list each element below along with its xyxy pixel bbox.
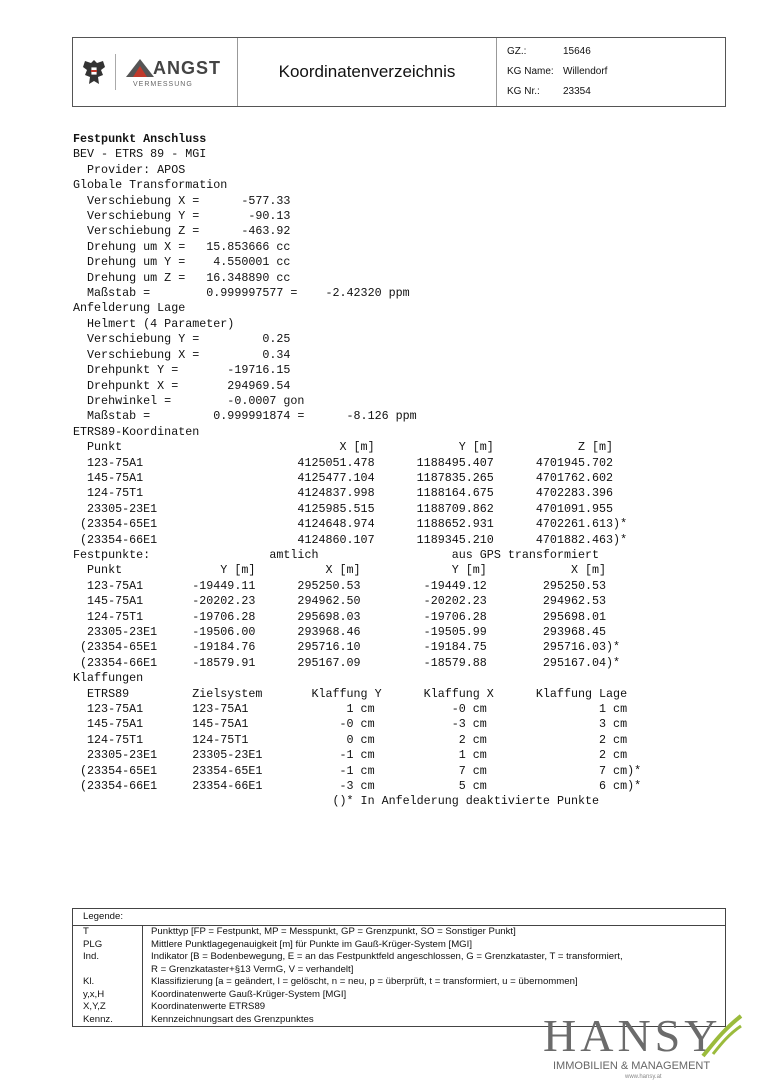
legend-key: Kennz. bbox=[73, 1014, 143, 1027]
austrian-eagle-icon bbox=[81, 57, 107, 87]
report-line: 145-75A1 -20202.23 294962.50 -20202.23 294962.53 bbox=[73, 594, 607, 609]
legend-key: T bbox=[73, 926, 143, 939]
report-line: ETRS89-Koordinaten bbox=[73, 424, 200, 439]
report-line: Anfelderung Lage bbox=[73, 301, 186, 316]
legend-text: R = Grenzkataster+§13 VermG, V = verhandelt] bbox=[151, 963, 354, 975]
report-line: 145-75A1 4125477.104 1187835.265 4701762.602 bbox=[73, 470, 614, 485]
report-line: 124-75T1 124-75T1 0 cm 2 cm 2 cm bbox=[73, 732, 628, 747]
logo-area bbox=[73, 38, 238, 106]
kgname-value: Willendorf bbox=[563, 66, 608, 77]
report-line: Verschiebung Z = -463.92 bbox=[73, 224, 291, 239]
hansy-watermark bbox=[543, 1012, 748, 1080]
legend-row bbox=[73, 964, 725, 977]
kgnr-label: KG Nr.: bbox=[507, 86, 540, 97]
report-line: Verschiebung Y = 0.25 bbox=[73, 332, 291, 347]
report-line: 23305-23E1 -19506.00 293968.46 -19505.99 293968.45 bbox=[73, 625, 607, 639]
report-line: Globale Transformation bbox=[73, 178, 228, 193]
hansy-subtitle: IMMOBILIEN & MANAGEMENT bbox=[553, 1060, 711, 1072]
header-info bbox=[497, 38, 725, 106]
report-line: Drehwinkel = -0.0007 gon bbox=[73, 393, 305, 408]
kgname-row bbox=[507, 62, 725, 82]
legend-key: y,x,H bbox=[73, 989, 143, 1002]
legend-text: Koordinatenwerte ETRS89 bbox=[151, 1001, 266, 1012]
report-line: ETRS89 Zielsystem Klaffung Y Klaffung X Klaffung Lage bbox=[73, 686, 628, 701]
logo-divider bbox=[115, 54, 116, 90]
legend-key: PLG bbox=[73, 939, 143, 952]
report-line: Helmert (4 Parameter) bbox=[73, 316, 235, 331]
report-line: Punkt X [m] Y [m] Z [m] bbox=[73, 440, 614, 455]
hansy-url: www.hansy.at bbox=[625, 1074, 662, 1080]
legend-text: Punkttyp [FP = Festpunkt, MP = Messpunkt, GP = Grenzpunkt, SO = Sonstiger Punkt] bbox=[151, 926, 516, 937]
legend-key bbox=[73, 964, 143, 977]
report-line: ()* In Anfelderung deaktivierte Punkte bbox=[73, 794, 600, 809]
report-line: Klaffungen bbox=[73, 671, 144, 686]
report-line: (23354-65E1 23354-65E1 -1 cm 7 cm 7 cm)* bbox=[73, 763, 642, 778]
legend-text: Indikator [B = Bodenbewegung, E = an das Festpunktfeld angeschlossen, G = Grenzkataster, T = transformiert, bbox=[151, 951, 623, 962]
report-line: Drehung um Y = 4.550001 cc bbox=[73, 255, 291, 270]
kgnr-row bbox=[507, 82, 725, 102]
report-line: Punkt Y [m] X [m] Y [m] X [m] bbox=[73, 563, 607, 578]
report-line: 123-75A1 4125051.478 1188495.407 4701945.702 bbox=[73, 455, 614, 470]
page-title: Koordinatenverzeichnis bbox=[238, 38, 497, 106]
angst-triangle-icon bbox=[125, 58, 155, 78]
legend-row bbox=[73, 926, 725, 939]
report-line: Drehpunkt X = 294969.54 bbox=[73, 378, 291, 393]
legend-row bbox=[73, 989, 725, 1002]
report-line: Verschiebung X = -577.33 bbox=[73, 193, 291, 208]
hansy-wordmark: HANSY bbox=[543, 1010, 722, 1061]
legend-text: Klassifizierung [a = geändert, l = gelöscht, n = neu, p = überprüft, t = transformiert, u = übernommen] bbox=[151, 976, 578, 987]
report-line: (23354-66E1 23354-66E1 -3 cm 5 cm 6 cm)* bbox=[73, 779, 642, 794]
legend-text: Kennzeichnungsart des Grenzpunktes bbox=[151, 1013, 314, 1025]
gz-value: 15646 bbox=[563, 46, 591, 57]
legend-key: X,Y,Z bbox=[73, 1001, 143, 1014]
report-line: (23354-66E1 4124860.107 1189345.210 4701882.463)* bbox=[73, 532, 628, 547]
report-line: 123-75A1 123-75A1 1 cm -0 cm 1 cm bbox=[73, 702, 628, 717]
report-heading: Festpunkt Anschluss bbox=[73, 132, 207, 146]
kgname-label: KG Name: bbox=[507, 66, 554, 77]
legend-key: Kl. bbox=[73, 976, 143, 989]
report-line: (23354-65E1 4124648.974 1188652.931 4702261.613)* bbox=[73, 517, 628, 532]
legend-row bbox=[73, 939, 725, 952]
legend-text: Koordinatenwerte Gauß-Krüger-System [MGI] bbox=[151, 988, 347, 1000]
report-line: 23305-23E1 4125985.515 1188709.862 4701091.955 bbox=[73, 501, 614, 516]
legend-title: Legende: bbox=[73, 909, 725, 926]
report-line: 124-75T1 -19706.28 295698.03 -19706.28 295698.01 bbox=[73, 609, 607, 624]
report-line: (23354-65E1 -19184.76 295716.10 -19184.75 295716.03)* bbox=[73, 640, 621, 655]
report-line: Drehung um Z = 16.348890 cc bbox=[73, 270, 291, 285]
gz-row bbox=[507, 42, 725, 62]
report-line: 23305-23E1 23305-23E1 -1 cm 1 cm 2 cm bbox=[73, 748, 628, 763]
report-line: Maßstab = 0.999997577 = -2.42320 ppm bbox=[73, 286, 410, 301]
report-line: Drehung um X = 15.853666 cc bbox=[73, 239, 291, 254]
report-line: (23354-66E1 -18579.91 295167.09 -18579.88 295167.04)* bbox=[73, 655, 621, 670]
legend-key: Ind. bbox=[73, 951, 143, 964]
report-line: Drehpunkt Y = -19716.15 bbox=[73, 363, 291, 378]
report-line: Verschiebung Y = -90.13 bbox=[73, 209, 291, 224]
report-line: Provider: APOS bbox=[73, 162, 186, 177]
report-line: BEV - ETRS 89 - MGI bbox=[73, 147, 207, 162]
legend-text: Mittlere Punktlagegenauigkeit [m] für Punkte im Gauß-Krüger-System [MGI] bbox=[151, 938, 472, 950]
legend-row bbox=[73, 951, 725, 964]
leaf-icon bbox=[699, 1014, 743, 1058]
kgnr-value: 23354 bbox=[563, 86, 591, 97]
report-line: Verschiebung X = 0.34 bbox=[73, 347, 291, 362]
report-body bbox=[73, 132, 641, 810]
report-line: Festpunkte: amtlich aus GPS transformiert bbox=[73, 547, 600, 562]
report-line: 124-75T1 4124837.998 1188164.675 4702283.396 bbox=[73, 486, 614, 501]
report-line: 123-75A1 -19449.11 295250.53 -19449.12 295250.53 bbox=[73, 578, 607, 593]
report-line: Maßstab = 0.999991874 = -8.126 ppm bbox=[73, 409, 417, 424]
legend-row bbox=[73, 976, 725, 989]
gz-label: GZ.: bbox=[507, 46, 527, 57]
report-line: 145-75A1 145-75A1 -0 cm -3 cm 3 cm bbox=[73, 717, 628, 732]
brand-subtitle: VERMESSUNG bbox=[133, 81, 193, 88]
brand-name: ANGST bbox=[153, 58, 221, 78]
document-header bbox=[72, 37, 726, 107]
